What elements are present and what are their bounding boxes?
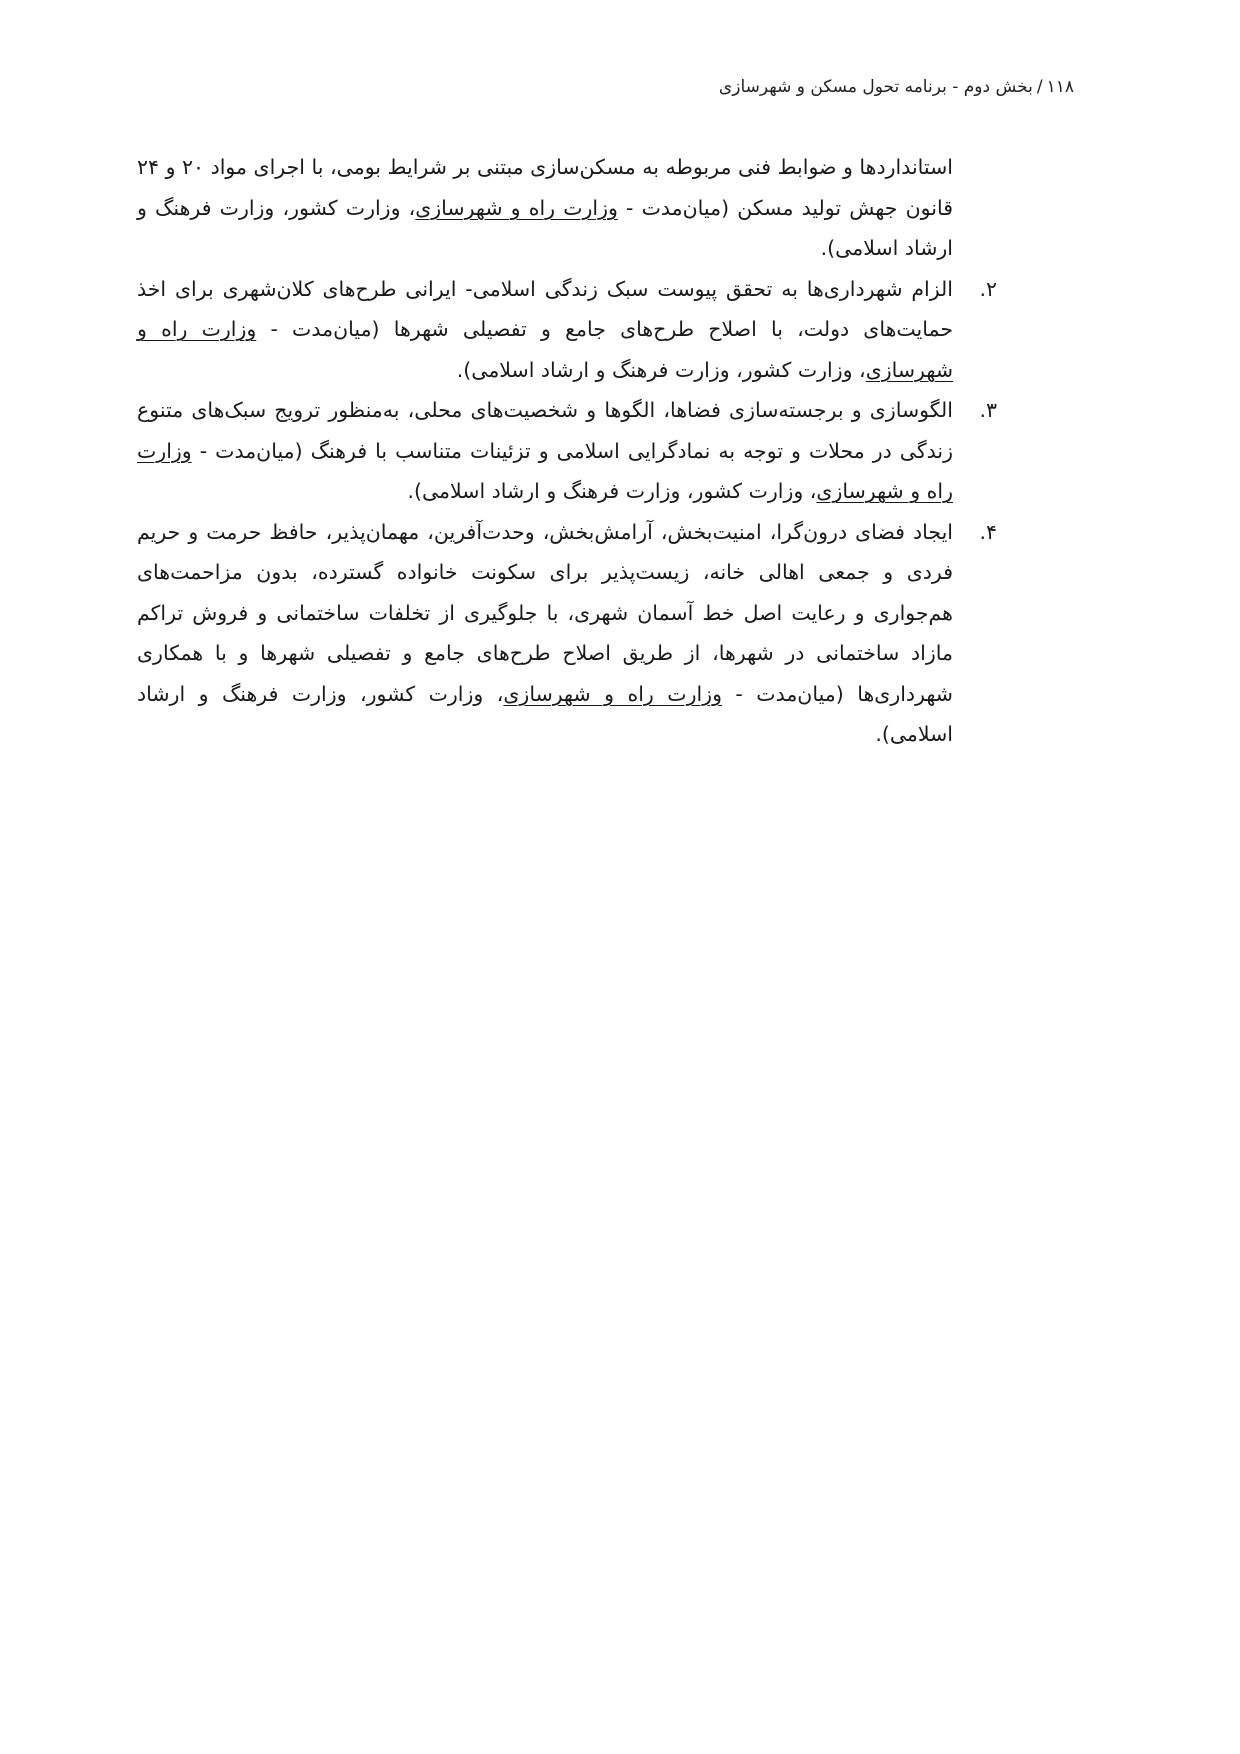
list-item-number: ۳. (979, 398, 997, 422)
list-item (137, 269, 997, 391)
list-item-text-before: الزام شهرداری‌ها به تحقق پیوست سبک زندگی اسلامی- ایرانی طرح‌های کلان‌شهری برای اخذ حمایت‌های دولت، با اصلاح طرح‌های جامع و تفصیلی شهرها (میان‌مدت - (137, 276, 953, 341)
list-item-text-before: ایجاد فضای درون‌گرا، امنیت‌بخش، آرامش‌بخش، وحدت‌آفرین، مهمان‌پذیر، حافظ حرمت و حریم فردی و جمعی اهالی خانه، زیست‌پذیر برای سکونت خانواده گسترده، بدون مزاحمت‌های هم‌جواری و رعایت اصل خط آسمان شهری، با جلوگیری از تخلفات ساختمانی و فروش تراکم مازاد ساختمانی در شهرها، از طریق اصلاح طرح‌های جامع و تفصیلی شهرها و با همکاری شهرداری‌ها (میان‌مدت - (137, 519, 953, 706)
list-item-number: ۴. (979, 519, 997, 544)
list-item-number: ۲. (979, 276, 997, 301)
header-separator: / (1036, 77, 1043, 97)
section-title: بخش دوم - برنامه تحول مسکن و شهرسازی (718, 77, 1033, 97)
list-item-responsible-ministry: وزارت راه و شهرسازی (137, 438, 953, 503)
list-item-text-after: ، وزارت کشور، وزارت فرهنگ و ارشاد اسلامی). (407, 479, 817, 503)
running-header (374, 76, 1074, 98)
intro-paragraph (137, 147, 953, 269)
intro-text-before: استانداردها و ضوابط فنی مربوطه به مسکن‌سازی مبتنی بر شرایط بومی، با اجرای مواد ۲۰ و ۲۴ قانون جهش تولید مسکن (میان‌مدت - (137, 155, 954, 220)
intro-responsible-ministry: وزارت راه و شهرسازی (415, 195, 618, 220)
list-item-text-after: ، وزارت کشور، وزارت فرهنگ و ارشاد اسلامی). (456, 357, 866, 382)
list-item (137, 390, 997, 512)
list-item-responsible-ministry: وزارت راه و شهرسازی (503, 681, 722, 706)
document-body (137, 147, 997, 755)
list-item (137, 512, 997, 755)
page-number: ۱۱۸ (1046, 77, 1074, 97)
list-item-responsible-ministry: وزارت راه و شهرسازی (137, 317, 953, 382)
list-item-text-before: الگوسازی و برجسته‌سازی فضاها، الگوها و شخصیت‌های محلی، به‌منظور ترویج سبک‌های متنوع زندگی در محلات و توجه به نمادگرایی اسلامی و تزئینات متناسب با فرهنگ (میان‌مدت - (137, 398, 953, 463)
intro-text-after: ، وزارت کشور، وزارت فرهنگ و ارشاد اسلامی). (137, 195, 953, 260)
list-item-text-after: ، وزارت کشور، وزارت فرهنگ و ارشاد اسلامی). (137, 681, 953, 746)
